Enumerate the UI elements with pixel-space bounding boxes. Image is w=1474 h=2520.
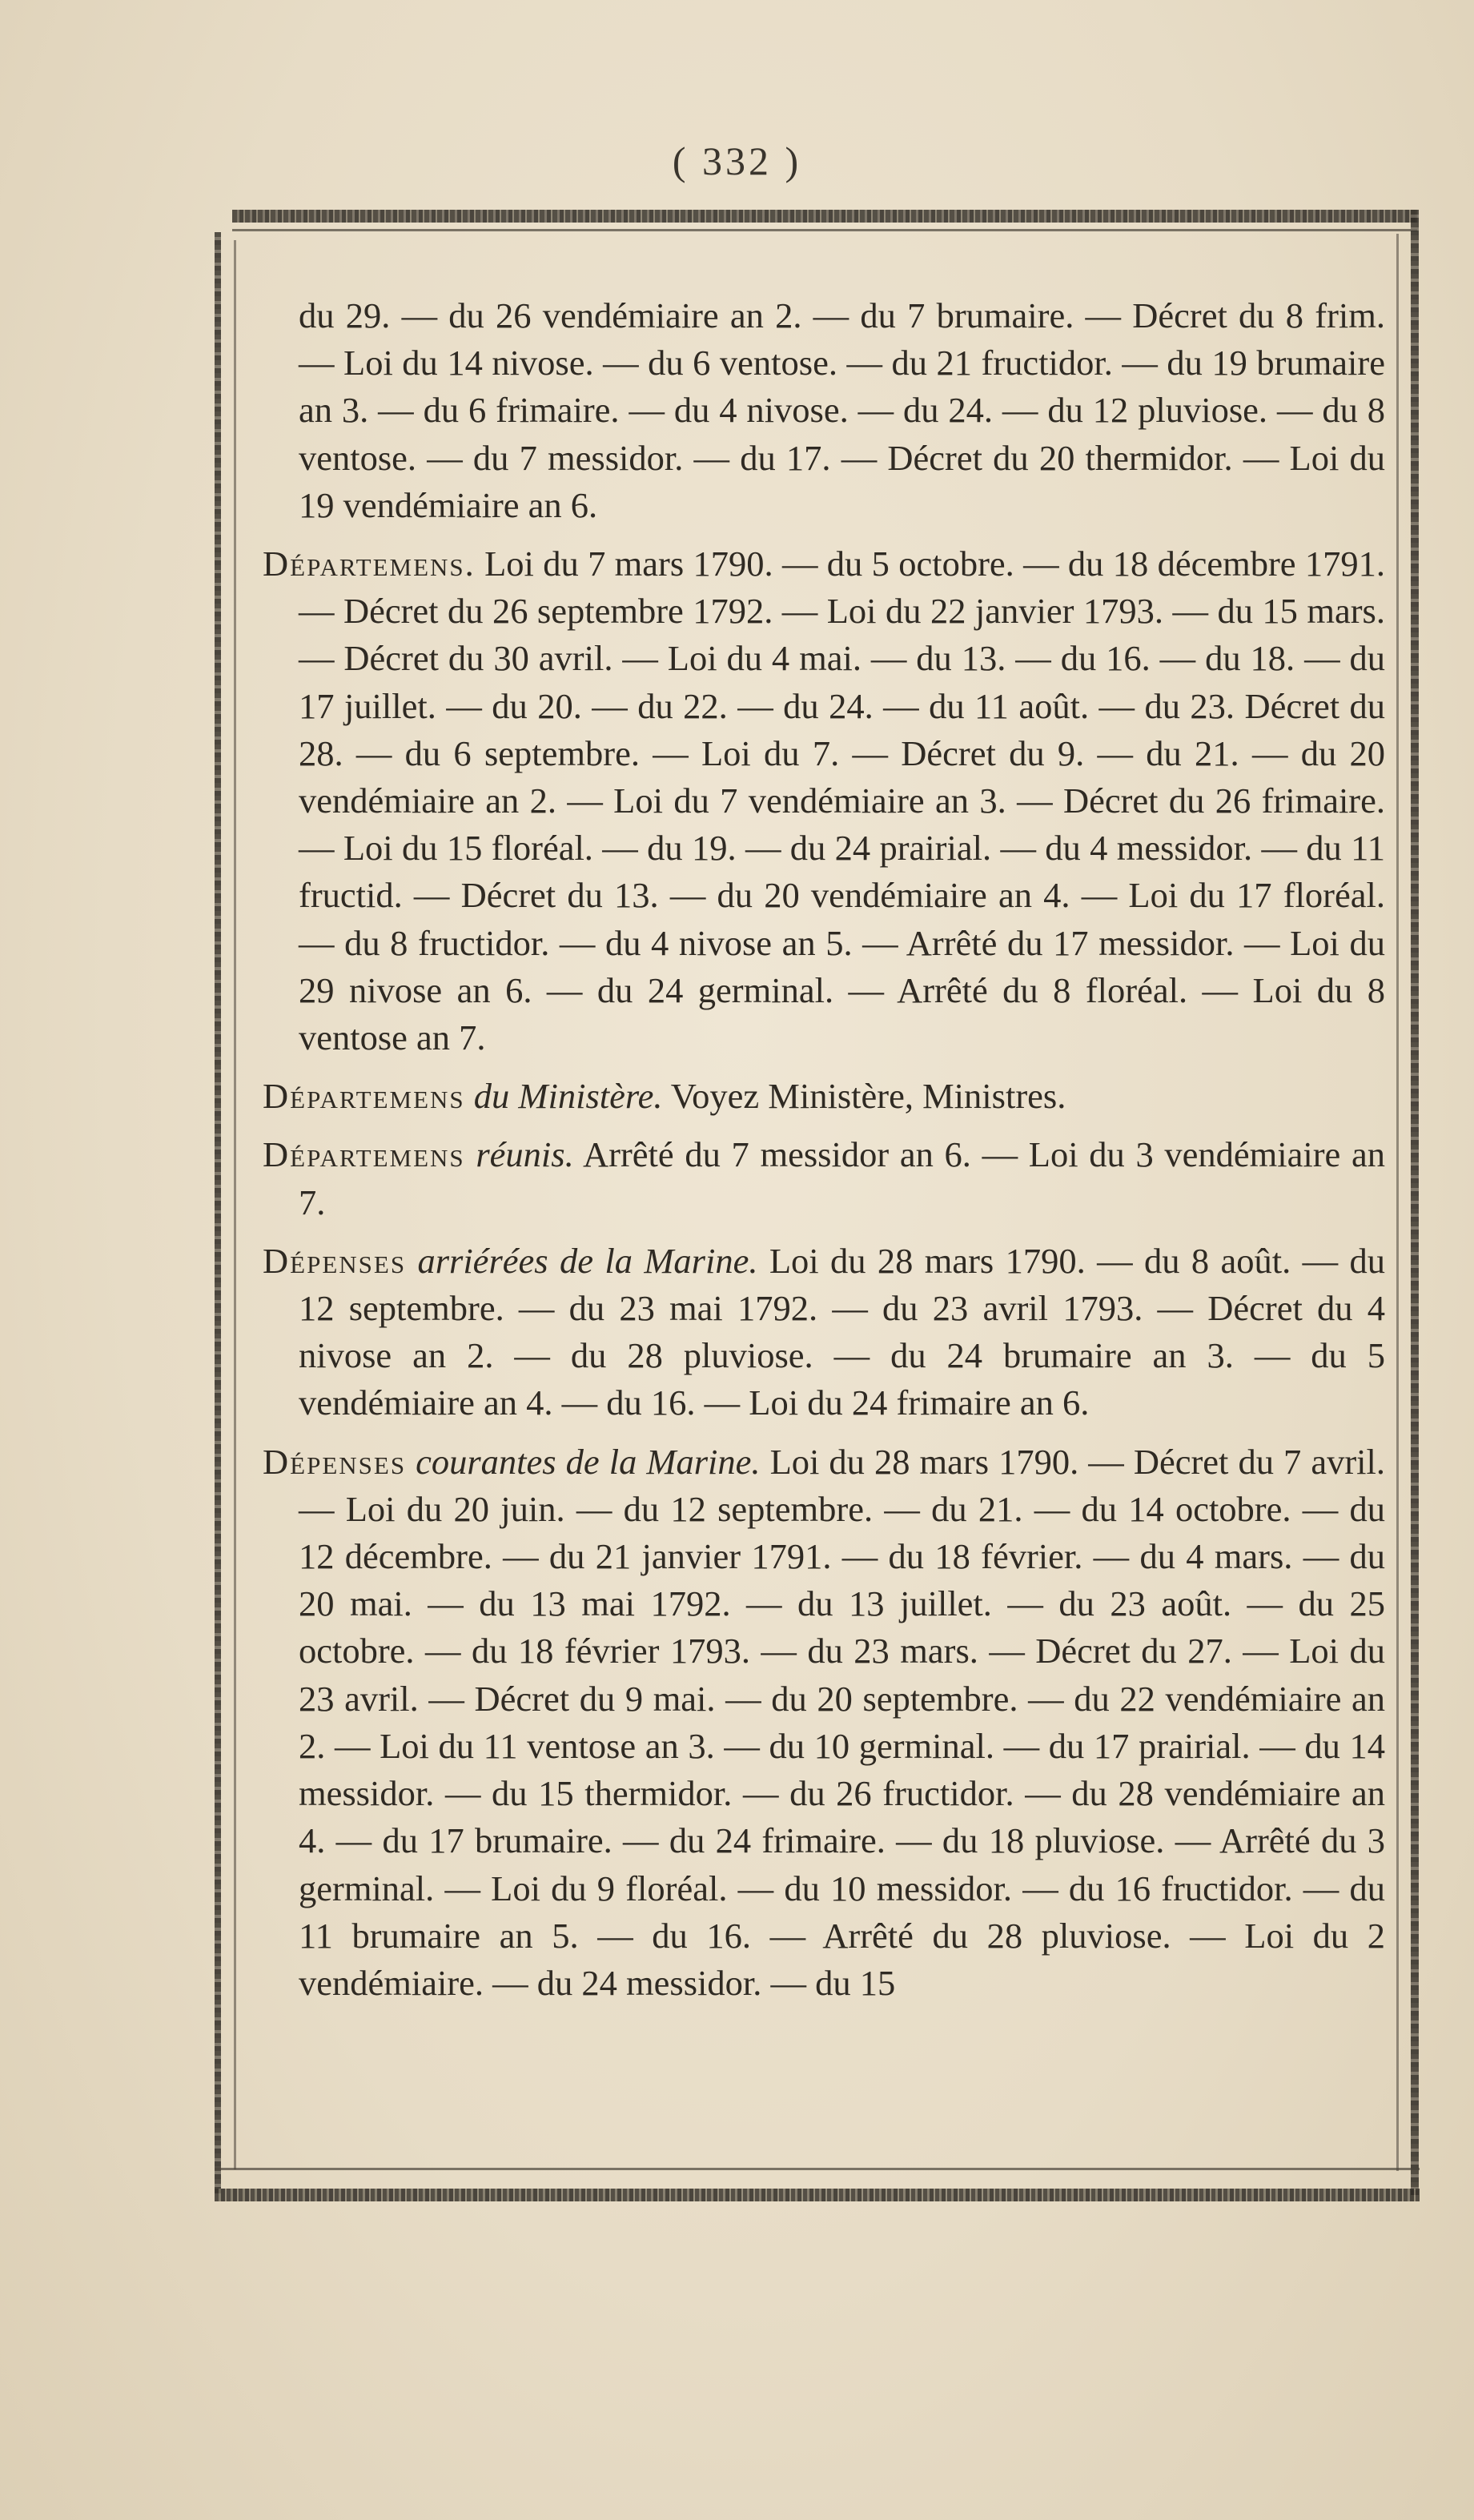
entry-text: Loi du 28 mars 1790. — du 8 août. — du 12 septembre. — du 23 mai 1792. — du 23 avril 1793. — Décret du 4 nivose an 2. — du 28 pluviose. — du 24 brumaire an 3. — du 5 vendémiaire an 4. — du 16. — Loi du 24 frimaire an 6. <box>299 1240 1385 1423</box>
frame-rule-right <box>1411 210 1419 2195</box>
entry-text: Voyez Ministère, Ministres. <box>662 1076 1066 1117</box>
page-number: ( 332 ) <box>672 138 802 183</box>
entry-qualifier: réunis. <box>464 1134 574 1175</box>
entry-heading: Dépenses <box>263 1441 407 1482</box>
index-entry-continuation <box>255 292 1385 529</box>
frame-rule-bottom <box>215 2189 1420 2201</box>
frame-rule-top-thin <box>232 229 1417 231</box>
index-entry-departemens <box>255 540 1385 1061</box>
entry-heading: Départemens <box>263 1076 465 1117</box>
frame-rule-bottom-thin <box>215 2168 1420 2170</box>
index-entry-depenses-courantes <box>255 1439 1385 2007</box>
entry-qualifier: courantes de la Marine. <box>406 1441 761 1482</box>
frame-rule-left <box>215 232 221 2193</box>
entry-qualifier: arriérées de la Marine. <box>406 1240 758 1281</box>
entry-text: Arrêté du 7 messidor an 6. — Loi du 3 vendémiaire an 7. <box>299 1134 1385 1222</box>
entry-heading: Dépenses <box>263 1240 407 1281</box>
entry-heading: Départemens. <box>263 544 476 584</box>
frame-rule-top <box>232 210 1417 223</box>
index-entry-departemens-reunis <box>255 1131 1385 1226</box>
entry-text: Loi du 28 mars 1790. — Décret du 7 avril. — Loi du 20 juin. — du 12 septembre. — du 21. — du 14 octobre. — du 12 décembre. — du 21 janvier 1791. — du 18 février. — du 4 mars. — du 20 mai. — du 13 mai 1792. — du 13 juillet. — du 23 août. — du 25 octobre. — du 18 février 1793. — du 23 mars. — Décret du 27. — Loi du 23 avril. — Décret du 9 mai. — du 20 septembre. — du 22 vendémiaire an 2. — Loi du 11 ventose an 3. — du 10 germinal. — du 17 prairial. — du 14 messidor. — du 15 thermidor. — du 26 fructidor. — du 28 vendémiaire an 4. — du 17 brumaire. — du 24 frimaire. — du 18 pluviose. — Arrêté du 3 germinal. — Loi du 9 floréal. — du 10 messidor. — du 16 fructidor. — du 11 brumaire an 5. — du 16. — Arrêté du 28 pluviose. — Loi du 2 vendémiaire. — du 24 messidor. — du 15 <box>299 1441 1385 2003</box>
frame-rule-right-thin <box>1396 234 1399 2171</box>
index-entry-departemens-ministere <box>255 1073 1385 1120</box>
index-text <box>255 292 1385 2018</box>
entry-text: Loi du 7 mars 1790. — du 5 octobre. — du 18 décembre 1791. — Décret du 26 septembre 1792. — Loi du 22 janvier 1793. — du 15 mars. — Décret du 30 avril. — Loi du 4 mai. — du 13. — du 16. — du 18. — du 17 juillet. — du 20. — du 22. — du 24. — du 11 août. — du 23. Décret du 28. — du 6 septembre. — Loi du 7. — Décret du 9. — du 21. — du 20 vendémiaire an 2. — Loi du 7 vendémiaire an 3. — Décret du 26 frimaire. — Loi du 15 floréal. — du 19. — du 24 prairial. — du 4 messidor. — du 11 fructid. — Décret du 13. — du 20 vendémiaire an 4. — Loi du 17 floréal. — du 8 fructidor. — du 4 nivose an 5. — Arrêté du 17 messidor. — Loi du 29 nivose an 6. — du 24 germinal. — Arrêté du 8 floréal. — Loi du 8 ventose an 7. <box>299 544 1385 1058</box>
index-entry-depenses-arrierees <box>255 1238 1385 1427</box>
frame-rule-left-thin <box>234 240 236 2169</box>
entry-text: du 29. — du 26 vendémiaire an 2. — du 7 brumaire. — Décret du 8 frim. — Loi du 14 nivose. — du 6 ventose. — du 21 fructidor. — du 19 brumaire an 3. — du 6 frimaire. — du 4 nivose. — du 24. — du 12 pluviose. — du 8 ventose. — du 7 messidor. — du 17. — Décret du 20 thermidor. — Loi du 19 vendémiaire an 6. <box>299 295 1385 525</box>
entry-qualifier: du Ministère. <box>464 1076 663 1117</box>
entry-heading: Départemens <box>263 1134 465 1175</box>
